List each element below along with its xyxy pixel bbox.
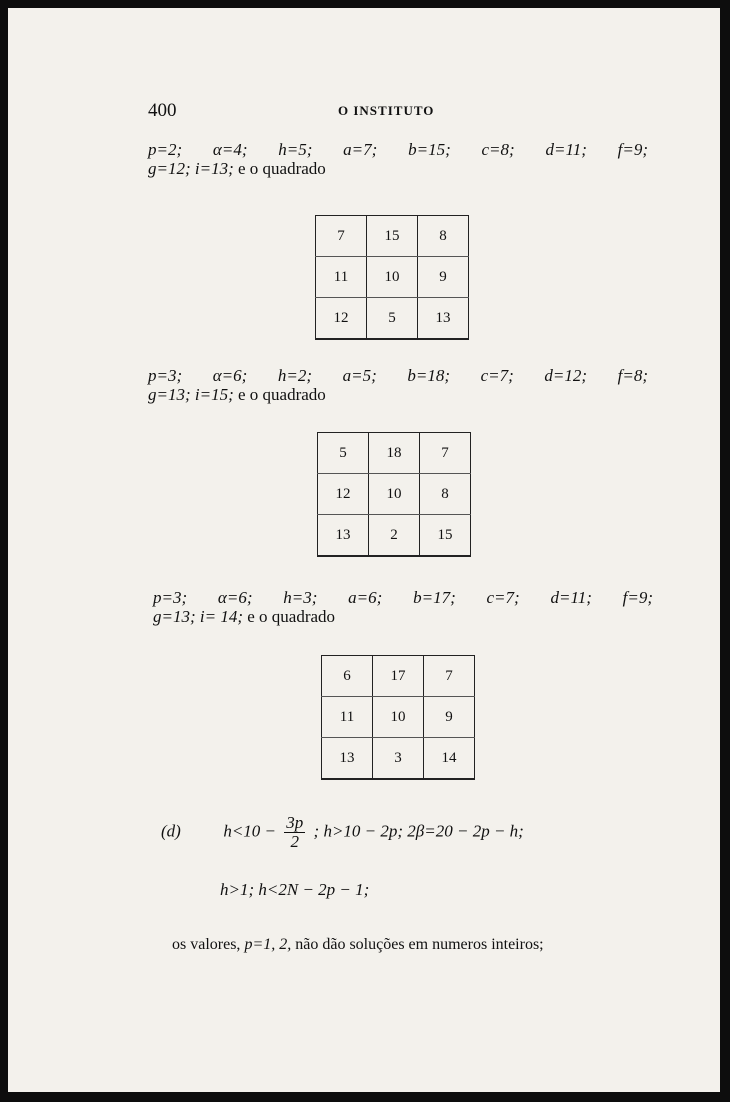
condition-d-line-2 — [220, 880, 369, 900]
square-cell: 10 — [373, 697, 424, 738]
parameters-text: e o quadrado — [238, 385, 326, 404]
square-cell: 13 — [418, 298, 469, 340]
square-cell: 3 — [373, 738, 424, 780]
condition-part-2: ; h>10 − 2p; 2β=20 − 2p − h; — [313, 821, 524, 841]
parameters-1 — [148, 140, 648, 178]
square-cell: 15 — [367, 216, 418, 257]
fraction — [284, 814, 305, 851]
square-cell: 8 — [420, 474, 471, 515]
magic-square-1 — [315, 215, 469, 340]
square-cell: 9 — [418, 257, 469, 298]
page-number: 400 — [148, 100, 177, 121]
square-cell: 7 — [424, 656, 475, 697]
square-cell: 12 — [318, 474, 369, 515]
square-cell: 6 — [322, 656, 373, 697]
square-cell: 10 — [369, 474, 420, 515]
square-cell: 5 — [367, 298, 418, 340]
square-row — [316, 216, 469, 257]
square-cell: 11 — [322, 697, 373, 738]
parameters-formula: g=13; i=15; — [148, 385, 234, 404]
square-row — [322, 656, 475, 697]
square-cell: 7 — [316, 216, 367, 257]
closing-suffix: não dão soluções em numeros inteiros; — [295, 936, 544, 953]
magic-square-3 — [321, 655, 475, 780]
parameters-line: p=2; α=4; h=5; a=7; b=15; c=8; d=11; f=9; — [148, 140, 648, 159]
square-cell: 10 — [367, 257, 418, 298]
closing-prefix: os valores, — [172, 936, 241, 953]
square-row — [322, 697, 475, 738]
page-header — [148, 100, 648, 124]
parameters-line-2 — [153, 607, 653, 626]
parameters-text: e o quadrado — [238, 159, 326, 178]
parameters-2 — [148, 366, 648, 404]
condition-line-2: h>1; h<2N − 2p − 1; — [220, 880, 370, 899]
square-cell: 7 — [420, 433, 471, 474]
square-cell: 17 — [373, 656, 424, 697]
parameters-formula: g=12; i=13; — [148, 159, 234, 178]
square-row — [316, 257, 469, 298]
running-title: O INSTITUTO — [338, 103, 435, 118]
square-cell: 15 — [420, 515, 471, 557]
square-cell: 11 — [316, 257, 367, 298]
parameters-3 — [153, 588, 653, 626]
parameters-formula: g=13; i= 14; — [153, 607, 243, 626]
square-cell: 13 — [318, 515, 369, 557]
square-cell: 5 — [318, 433, 369, 474]
book-page — [8, 8, 720, 1092]
fraction-numerator: 3p — [286, 813, 304, 832]
square-cell: 12 — [316, 298, 367, 340]
square-cell: 13 — [322, 738, 373, 780]
square-cell: 9 — [424, 697, 475, 738]
square-cell: 2 — [369, 515, 420, 557]
parameters-text: e o quadrado — [247, 607, 336, 626]
condition-label: (d) — [161, 821, 181, 841]
parameters-line-2 — [148, 385, 648, 404]
condition-part-1: h<10 − — [223, 821, 277, 841]
closing-sentence — [172, 936, 544, 954]
square-row — [318, 433, 471, 474]
square-row — [322, 738, 475, 780]
square-cell: 18 — [369, 433, 420, 474]
condition-d-line-1 — [161, 814, 524, 851]
parameters-line: p=3; α=6; h=2; a=5; b=18; c=7; d=12; f=8; — [148, 366, 648, 385]
square-row — [316, 298, 469, 340]
square-row — [318, 515, 471, 557]
square-cell: 14 — [424, 738, 475, 780]
parameters-line-2 — [148, 159, 648, 178]
parameters-line: p=3; α=6; h=3; a=6; b=17; c=7; d=11; f=9; — [153, 588, 653, 607]
square-cell: 8 — [418, 216, 469, 257]
magic-square-2 — [317, 432, 471, 557]
closing-formula: p=1, 2, — [244, 936, 292, 953]
fraction-denominator: 2 — [290, 832, 300, 851]
square-row — [318, 474, 471, 515]
